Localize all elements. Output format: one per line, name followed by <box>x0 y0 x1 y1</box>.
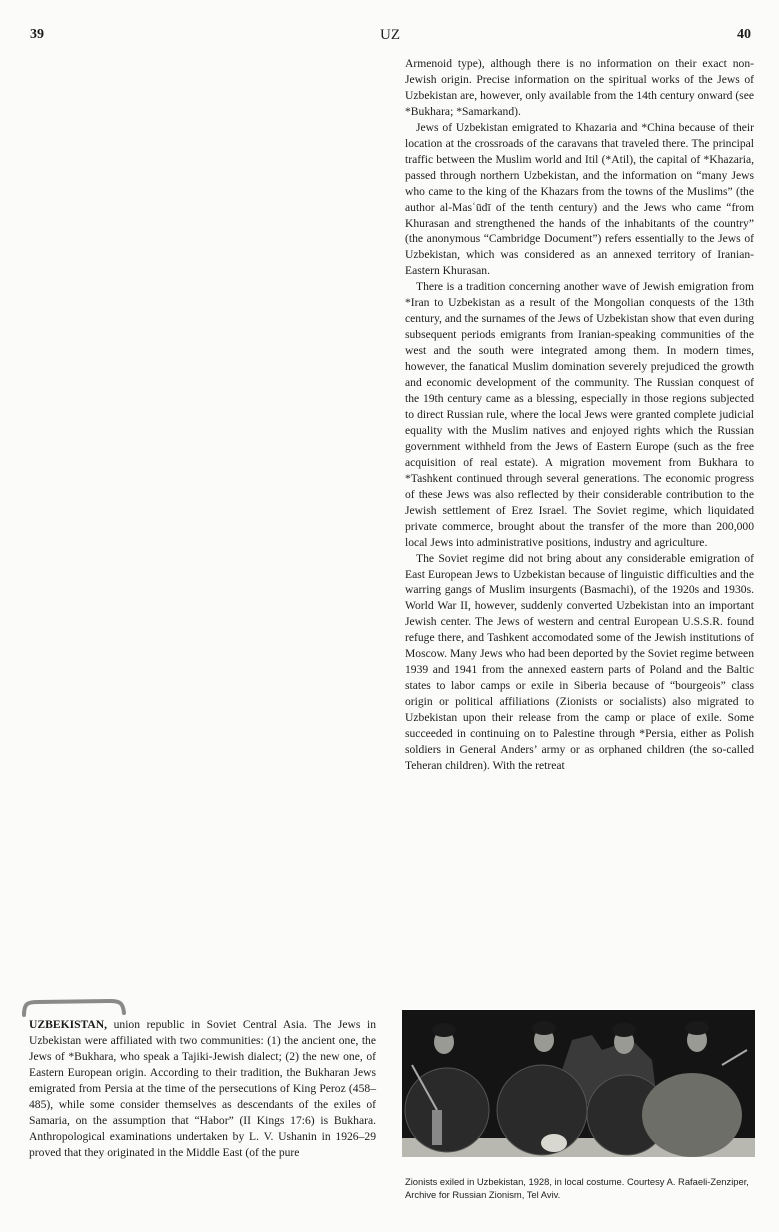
paragraph: There is a tradition concerning another wave of Jewish emigration from *Iran to Uzbekistan as a result of the Mongolian conquests of the 13th century, and the surnames of the Jews of Uzbekistan show that even during subsequent periods emigrants from Iranian-speaking communities of the west and the south were integrated among them. In modern times, however, the fanatical Muslim domination severely prejudiced the growth and economic development of the community. The Russian conquest of the 19th century came as a blessing, especially in those regions subjected to direct Russian rule, where the local Jews were granted complete judicial equality with the Muslim natives and enjoyed rights which the Russian government withheld from the Jews of Eastern Europe (such as the free acquisition of real estate). A migration movement from Bukhara to *Tashkent continued through several generations. The economic progress of these Jews was also reflected by their considerable contribution to the Jewish settlement of Erez Israel. The Soviet regime, which liquidated private commerce, brought about the transfer of the more than 200,000 local Jews into administrative positions, industry and agriculture. <box>405 280 754 549</box>
highlighter-bracket-mark <box>20 995 128 1019</box>
entry-text: union republic in Soviet Central Asia. The Jews in Uzbekistan were affiliated with two communities: (1) the ancient one, the Jews of *Bukhara, who speak a Tajiki-Jewish dialect; (2) the new one, of Eastern European origin. According to their tradition, the Bukharan Jews emigrated from Persia at the time of the persecutions of King Peroz (458–485), while some consider themselves as descendants of the exiles of Samaria, on the assumption that “Habor” (II Kings 17:6) is Bukhara. Anthropological examinations undertaken by L. V. Ushanin in 1926–29 proved that they originated in the Middle East (of the pure <box>29 1018 376 1159</box>
page-number-left: 39 <box>30 27 44 42</box>
paragraph: The Soviet regime did not bring about any considerable emigration of East European Jews to Uzbekistan because of linguistic difficulties and the warring gangs of Muslim insurgents (Basmachi), of the 1920s and 1930s. World War II, however, suddenly converted Uzbekistan into an important Jewish center. The Jews of western and central European U.S.S.R. found refuge there, and Tashkent accomodated some of the Jewish institutions of Moscow. Many Jews who had been deported by the Soviet regime between 1939 and 1941 from the annexed eastern parts of Poland and the Baltic states to labor camps or exile in Siberia because of “bourgeois” class origin or political affiliations (Zionists or socialists) also migrated to Uzbekistan upon their release from the camp or place of exile. Some succeeded in continuing on to Palestine through *Persia, either as Polish soldiers in General Anders’ army or as orphaned children (the so-called Teheran children). With the retreat <box>405 551 754 772</box>
guide-word: UZ <box>380 27 400 43</box>
right-column <box>405 56 754 774</box>
paragraph: Armenoid type), although there is no information on their exact non-Jewish origin. Precise information on the spiritual works of the Jews of Uzbekistan are, however, only available from the 14th century onward (see *Bukhara; *Samarkand). <box>405 57 754 118</box>
entry-paragraph <box>29 1017 376 1161</box>
photo-caption: Zionists exiled in Uzbekistan, 1928, in local costume. Courtesy A. Rafaeli-Zenziper, Archive for Russian Zionism, Tel Aviv. <box>405 1176 749 1200</box>
entry-title: UZBEKISTAN, <box>29 1018 108 1031</box>
photograph <box>402 1010 755 1157</box>
paragraph: Jews of Uzbekistan emigrated to Khazaria and *China because of their location at the crossroads of the caravans that traveled there. The principal traffic between the Muslim world and Itil (*Atil), the capital of *Khazaria, passed through northern Uzbekistan, and the information on “many Jews who came to the king of the Khazars from the towns of the Muslims” (the author al-Masʿūdī of the tenth century) and the Jews who came “from Khurasan and strengthened the hands of the inhabitants of the country” (the anonymous “Cambridge Document”) refers essentially to the Jews of Uzbekistan, which was considered as an annexed territory of Iranian-Eastern Khurasan. <box>405 120 754 278</box>
left-column <box>29 1017 376 1161</box>
page-number-right: 40 <box>737 27 751 42</box>
photo-illustration <box>402 1010 755 1157</box>
